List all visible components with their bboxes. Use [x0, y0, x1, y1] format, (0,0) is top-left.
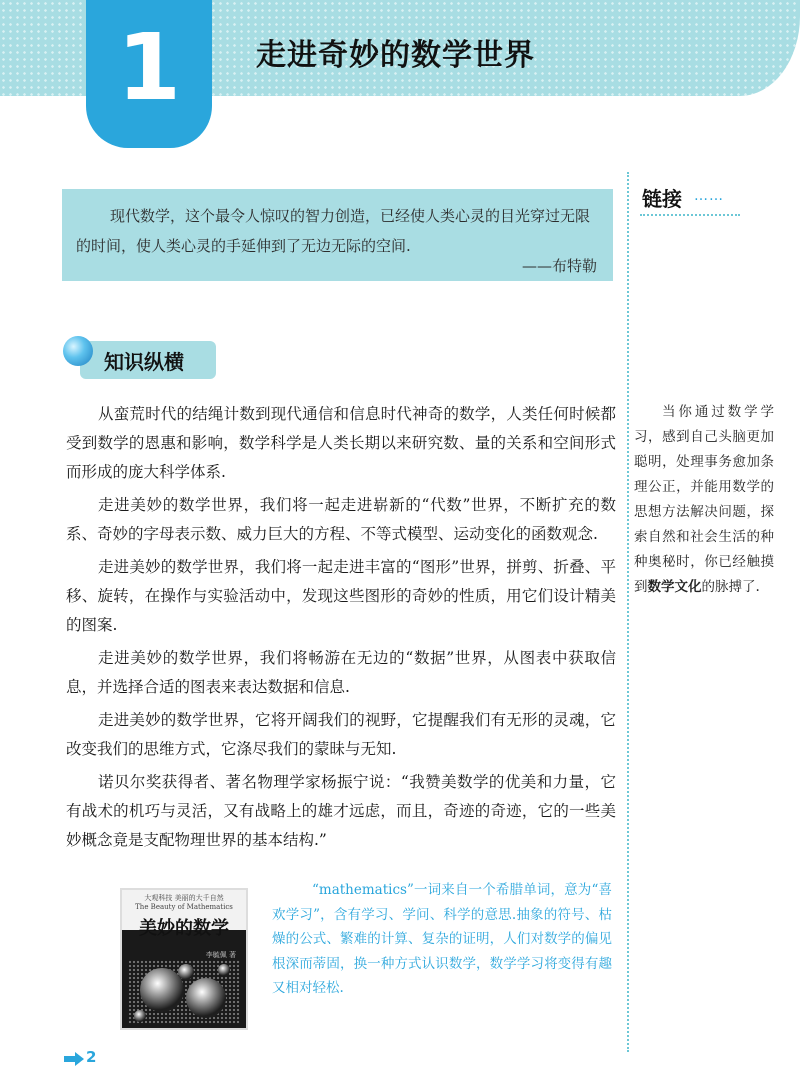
chapter-title: 走进奇妙的数学世界 — [256, 38, 535, 73]
book-author: 李毓佩 著 — [205, 951, 236, 959]
fractal-spheres-illustration — [128, 960, 240, 1024]
book-title: 美妙的数学 — [139, 918, 229, 939]
sidebar-note-end: 的脉搏了. — [701, 579, 760, 595]
sidebar-note — [634, 400, 774, 600]
sidebar-heading: 链接 — [642, 187, 682, 211]
mathematics-etymology-note — [272, 878, 612, 1001]
section-title: 知识纵横 — [104, 350, 184, 374]
bubble-icon — [63, 336, 93, 366]
body-paragraph: 走进美妙的数学世界，我们将一起走进丰富的“图形”世界，拼剪、折叠、平移、旋转，在操作与实验活动中，发现这些图形的奇妙的性质，用它们设计精美的图案. — [66, 558, 616, 634]
book-caption — [122, 894, 246, 912]
page-number: 2 — [86, 1048, 97, 1066]
chapter-number: 1 — [86, 0, 212, 148]
body-paragraph: 走进美妙的数学世界，它将开阔我们的视野，它提醒我们有无形的灵魂，它改变我们的思维方式，它涤尽我们的蒙昧与无知. — [66, 711, 616, 758]
body-paragraph: 从蛮荒时代的结绳计数到现代通信和信息时代神奇的数学，人类任何时候都受到数学的恩惠和影响，数学科学是人类长期以来研究数、量的关系和空间形式而形成的庞大科学体系. — [66, 405, 616, 481]
body-text — [66, 400, 616, 859]
epigraph-text: 现代数学，这个最令人惊叹的智力创造，已经使人类心灵的目光穿过无限的时间，使人类心灵的手延伸到了无边无际的空间. — [76, 207, 591, 255]
body-paragraph: 走进美妙的数学世界，我们将畅游在无边的“数据”世界，从图表中获取信息，并选择合适的图表来表达数据和信息. — [66, 649, 616, 696]
blurb-text: “mathematics”一词来自一个希腊单词，意为“喜欢学习”，含有学习、学问、科学的意思.抽象的符号、枯燥的公式、繁难的计算、复杂的证明，人们对数学的偏见根深而蒂固，换一种方式认识数学，数学学习将变得有趣又相对轻松. — [272, 882, 612, 996]
sidebar-heading-dots: …… — [694, 188, 724, 204]
book-cover-image — [120, 888, 248, 1030]
sidebar-note-emphasis: 数学文化 — [647, 579, 702, 595]
body-paragraph: 诺贝尔奖获得者、著名物理学家杨振宁说：“我赞美数学的优美和力量，它有战术的机巧与灵活，又有战略上的雄才远虑，而且，奇迹的奇迹，它的一些美妙概念竟是支配物理世界的基本结构.” — [66, 773, 616, 849]
book-caption-line2: The Beauty of Mathematics — [135, 903, 233, 911]
sidebar-divider — [627, 172, 629, 1052]
sidebar-note-text: 当你通过数学学习，感到自己头脑更加聪明，处理事务愈加条理公正，并能用数学的思想方法解决问题，探索自然和社会生活的种种奥秘时，你已经触摸到 — [634, 404, 774, 595]
epigraph-box — [62, 189, 613, 281]
epigraph-author: ——布特勒 — [521, 257, 597, 275]
body-paragraph: 走进美妙的数学世界，我们将一起走进崭新的“代数”世界，不断扩充的数系、奇妙的字母表示数、威力巨大的方程、不等式模型、运动变化的函数观念. — [66, 496, 616, 543]
book-caption-line1: 大观科技 美丽的大千自然 — [144, 894, 224, 902]
sidebar-heading-underline — [640, 214, 740, 216]
arrow-right-icon — [64, 1052, 84, 1066]
